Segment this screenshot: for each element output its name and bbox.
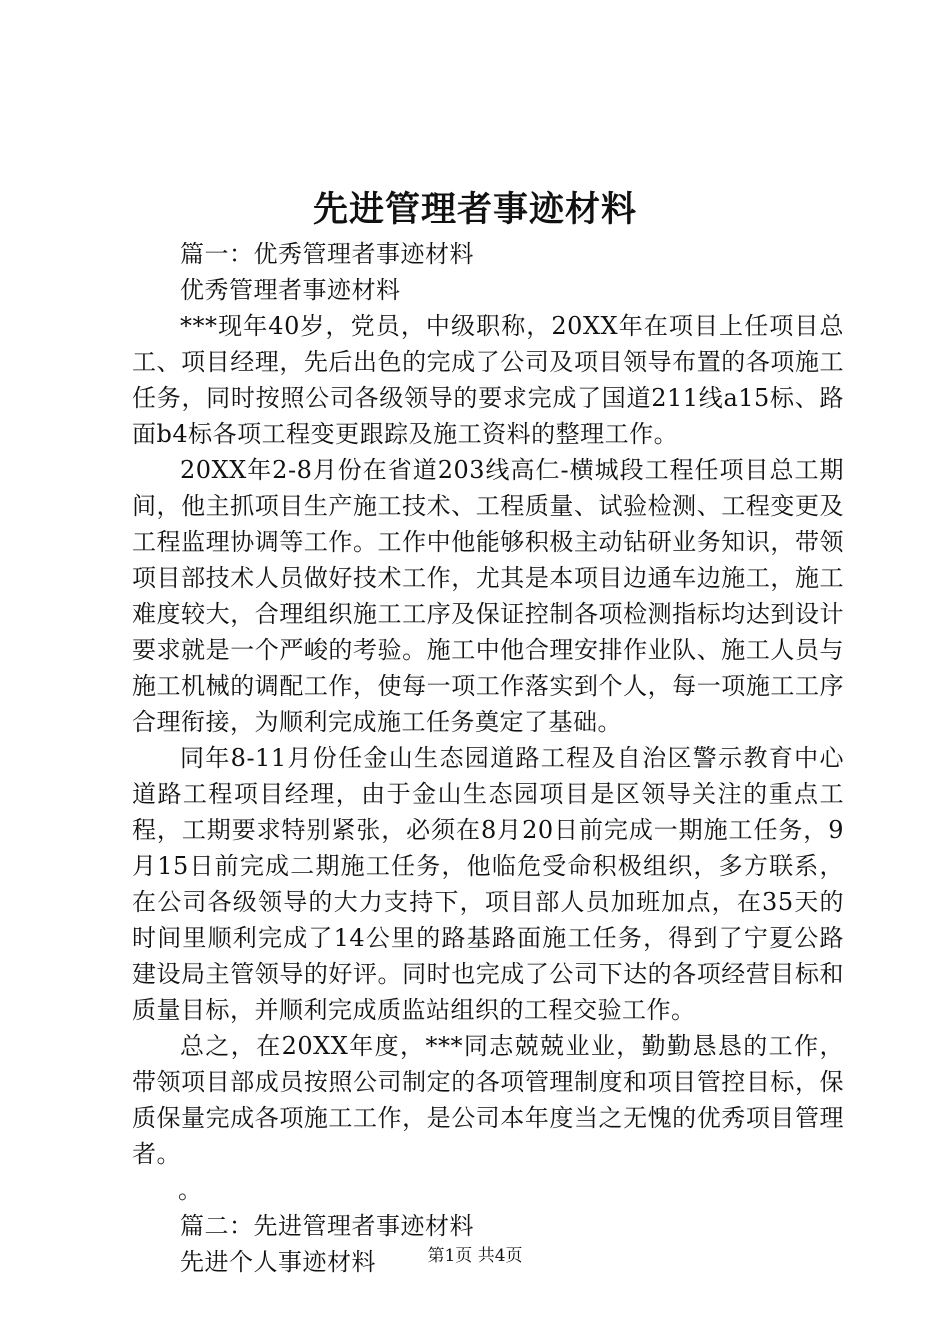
section1-heading: 篇一：优秀管理者事迹材料 xyxy=(180,240,474,268)
paragraph-4: 总之，在20XX年度，***同志兢兢业业，勤勤恳恳的工作，带领项目部成员按照公司制定的各项管理制度和项目管控目标，保质保量完成各项施工工作，是公司本年度当之无愧的优秀项目管理者。 xyxy=(132,1032,844,1168)
stray-mark: 。 xyxy=(178,1176,202,1204)
paragraph-2: 20XX年2-8月份在省道203线高仁-横城段工程任项目总工期间，他主抓项目生产施工技术、工程质量、试验检测、工程变更及工程监理协调等工作。工作中他能够积极主动钻研业务知识，带领项目部技术人员做好技术工作，尤其是本项目边通车边施工，施工难度较大，合理组织施工工序及保证控制各项检测指标均达到设计要求就是一个严峻的考验。施工中他合理安排作业队、施工人员与施工机械的调配工作，使每一项工作落实到个人，每一项施工工序合理衔接，为顺利完成施工任务奠定了基础。 xyxy=(132,456,844,736)
paragraph-3: 同年8-11月份任金山生态园道路工程及自治区警示教育中心道路工程项目经理，由于金山生态园项目是区领导关注的重点工程，工期要求特别紧张，必须在8月20日前完成一期施工任务，9月15日前完成二期施工任务，他临危受命积极组织，多方联系，在公司各级领导的大力支持下，项目部人员加班加点，在35天的时间里顺利完成了14公里的路基路面施工任务，得到了宁夏公路建设局主管领导的好评。同时也完成了公司下达的各项经营目标和质量目标，并顺利完成质监站组织的工程交验工作。 xyxy=(132,744,844,1024)
document-body xyxy=(132,236,844,1280)
page-title: 先进管理者事迹材料 xyxy=(312,189,637,230)
section1-subtitle: 优秀管理者事迹材料 xyxy=(180,276,401,304)
page-footer: 第1页 共4页 xyxy=(427,1246,523,1266)
section2-subtitle: 先进个人事迹材料 xyxy=(180,1248,376,1276)
paragraph-1: ***现年40岁，党员，中级职称，20XX年在项目上任项目总工、项目经理，先后出色的完成了公司及项目领导布置的各项施工任务，同时按照公司各级领导的要求完成了国道211线a15标、路面b4标各项工程变更跟踪及施工资料的整理工作。 xyxy=(132,312,844,448)
section2-heading: 篇二：先进管理者事迹材料 xyxy=(180,1212,474,1240)
